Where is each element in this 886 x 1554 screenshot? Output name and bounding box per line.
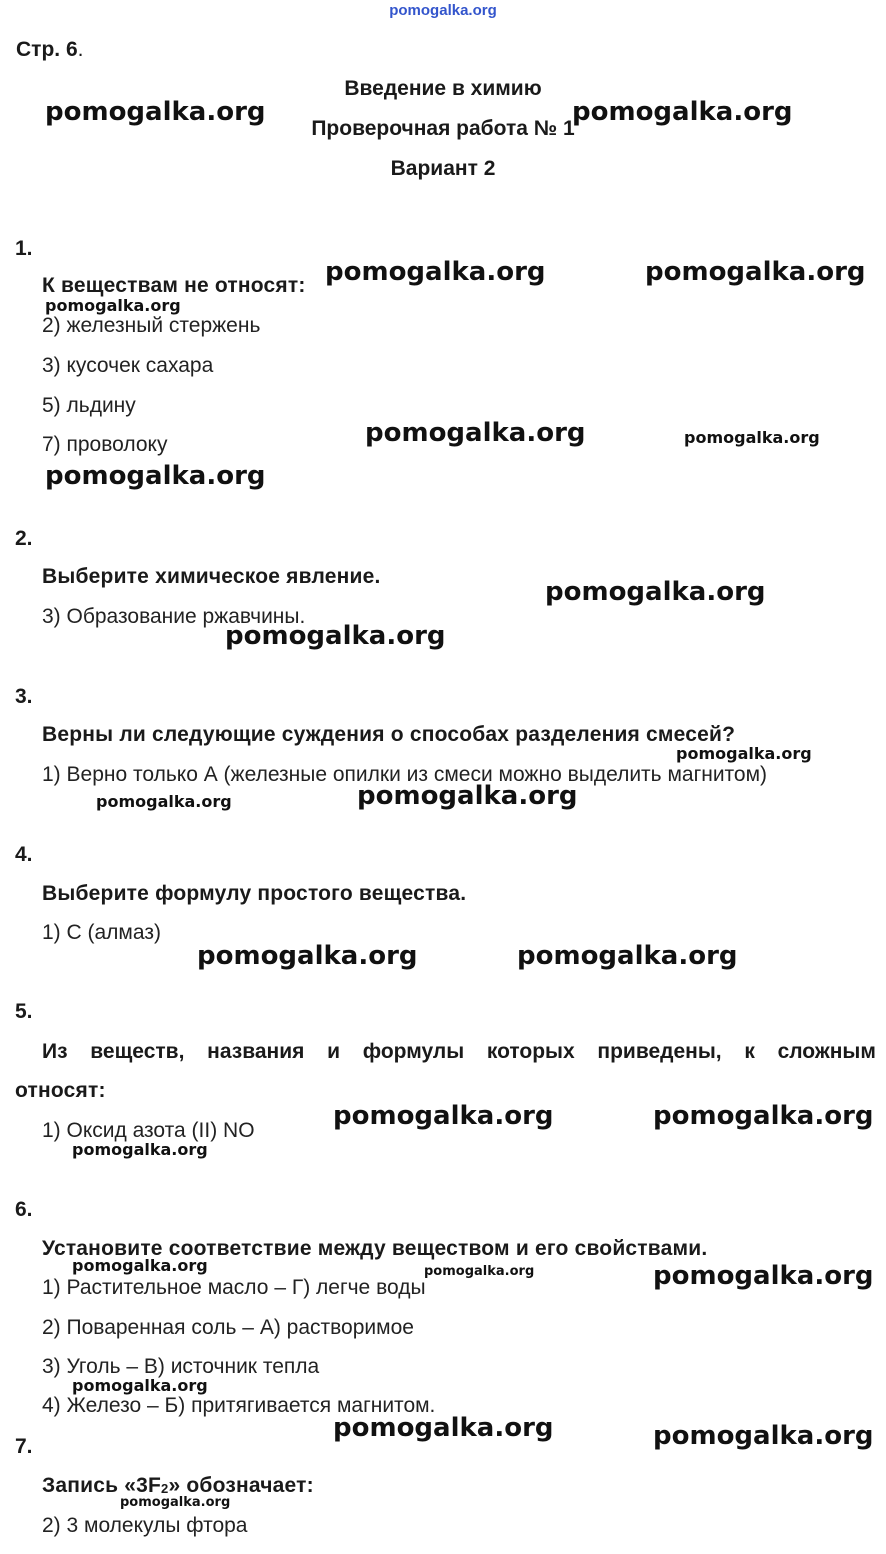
work-title: Проверочная работа № 1: [311, 117, 575, 140]
question-text: Установите соответствие между веществом и его свойствами.: [42, 1237, 708, 1260]
answer-item: 5) льдину: [42, 394, 136, 417]
question-word: к: [744, 1040, 755, 1063]
question-number: 3.: [15, 685, 33, 708]
section-title: Введение в химию: [344, 77, 542, 100]
question-number: 1.: [15, 237, 33, 260]
question-word: и: [327, 1040, 340, 1063]
watermark: pomogalka.org: [45, 461, 266, 491]
watermark: pomogalka.org: [684, 428, 820, 447]
question-text: Верны ли следующие суждения о способах разделения смесей?: [42, 723, 736, 746]
watermark: pomogalka.org: [357, 781, 578, 811]
question-word: которых: [486, 1040, 575, 1063]
watermark: pomogalka.org: [517, 941, 738, 971]
question-number: 6.: [15, 1198, 33, 1221]
answer-item: 1) Оксид азота (II) NO: [42, 1119, 255, 1142]
watermark: pomogalka.org: [225, 621, 446, 651]
page-label-text: Стр. 6: [16, 38, 78, 61]
answer-item: 7) проволоку: [42, 433, 168, 456]
page-label-dot: .: [77, 38, 84, 61]
answer-item: 2) 3 молекулы фтора: [42, 1514, 248, 1537]
question-number: 4.: [15, 843, 33, 866]
question-text: Выберите формулу простого вещества.: [42, 882, 467, 905]
watermark: pomogalka.org: [72, 1256, 208, 1275]
question-text-line2: относят:: [15, 1079, 106, 1102]
question-word: формулы: [362, 1040, 465, 1063]
watermark: pomogalka.org: [197, 941, 418, 971]
watermark: pomogalka.org: [545, 577, 766, 607]
watermark: pomogalka.org: [96, 792, 232, 811]
watermark: pomogalka.org: [333, 1413, 554, 1443]
formula-suffix: » обозначает:: [168, 1474, 314, 1497]
answer-item: 1) Верно только А (железные опилки из смеси можно выделить магнитом): [42, 763, 768, 786]
watermark: pomogalka.org: [333, 1101, 554, 1131]
page-label: [16, 38, 83, 62]
watermark: pomogalka.org: [424, 1264, 535, 1279]
answer-item: 3) Образование ржавчины.: [42, 605, 306, 628]
watermark: pomogalka.org: [653, 1101, 874, 1131]
question-word: приведены,: [597, 1040, 722, 1063]
answer-item: 4) Железо – Б) притягивается магнитом.: [42, 1394, 436, 1417]
watermark: pomogalka.org: [72, 1376, 208, 1395]
answer-item: 3) Уголь – В) источник тепла: [42, 1355, 320, 1378]
answer-item: 2) Поваренная соль – А) растворимое: [42, 1316, 414, 1339]
watermark: pomogalka.org: [572, 97, 793, 127]
watermark: pomogalka.org: [72, 1140, 208, 1159]
watermark: pomogalka.org: [120, 1495, 231, 1510]
answer-item: 1) С (алмаз): [42, 921, 161, 944]
watermark: pomogalka.org: [653, 1261, 874, 1291]
question-number: 7.: [15, 1435, 33, 1458]
watermark: pomogalka.org: [325, 257, 546, 287]
watermark-top: pomogalka.org: [389, 2, 497, 19]
question-word: сложным: [777, 1040, 876, 1063]
watermark: pomogalka.org: [645, 257, 866, 287]
watermark: pomogalka.org: [365, 418, 586, 448]
question-number: 2.: [15, 527, 33, 550]
question-text-line1: [42, 1040, 876, 1064]
question-word: Из: [42, 1040, 68, 1063]
formula-prefix: Запись «3F: [42, 1474, 162, 1497]
answer-item: 2) железный стержень: [42, 314, 261, 337]
question-word: названия: [207, 1040, 305, 1063]
watermark: pomogalka.org: [676, 744, 812, 763]
watermark: pomogalka.org: [45, 97, 266, 127]
question-text: Выберите химическое явление.: [42, 565, 381, 588]
question-word: веществ,: [90, 1040, 185, 1063]
watermark: pomogalka.org: [653, 1421, 874, 1451]
answer-item: 1) Растительное масло – Г) легче воды: [42, 1276, 426, 1299]
formula-subscript: 2: [161, 1481, 169, 1496]
question-number: 5.: [15, 1000, 33, 1023]
question-text: К веществам не относят:: [42, 274, 306, 297]
watermark: pomogalka.org: [45, 296, 181, 315]
answer-item: 3) кусочек сахара: [42, 354, 214, 377]
variant-title: Вариант 2: [390, 157, 496, 180]
